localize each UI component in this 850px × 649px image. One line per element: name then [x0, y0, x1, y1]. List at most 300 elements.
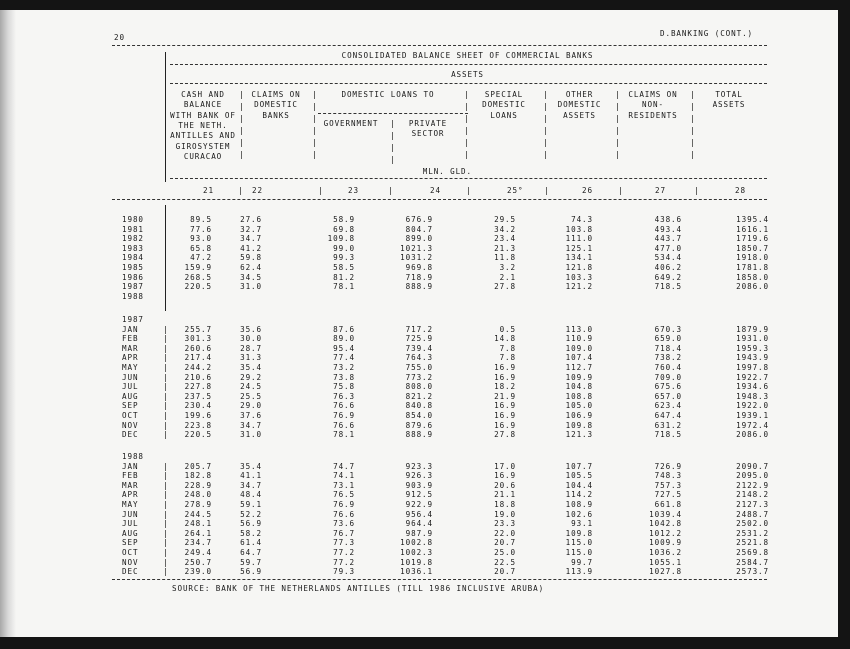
cell-value: 76.6: [333, 420, 355, 430]
cell-value: 20.7: [494, 538, 516, 548]
cell-value: 727.5: [654, 490, 682, 500]
row-label: 1988: [122, 291, 144, 301]
cell-value: 14.8: [494, 334, 516, 344]
header-special-domestic-loans-line: LOANS: [490, 110, 518, 120]
cell-value: 108.9: [565, 499, 593, 509]
cell-value: 77.2: [333, 557, 355, 567]
column-separator: |: [388, 186, 393, 195]
cell-value: 250.7: [184, 557, 212, 567]
cell-value: 112.7: [565, 362, 593, 372]
cell-value: 675.6: [654, 382, 682, 392]
column-separator: |: [543, 150, 548, 159]
cell-value: 255.7: [184, 324, 212, 334]
row-separator: |: [163, 499, 168, 509]
header-cash-balance-line: ANTILLES AND: [170, 131, 236, 141]
cell-value: 16.9: [494, 410, 516, 420]
cell-value: 926.3: [405, 471, 433, 481]
cell-value: 76.9: [333, 410, 355, 420]
cell-value: 888.9: [405, 430, 433, 440]
row-label: JUN: [122, 372, 139, 382]
cell-value: 7.8: [499, 343, 516, 353]
cell-value: 73.8: [333, 372, 355, 382]
row-separator: |: [163, 538, 168, 548]
column-separator: |: [690, 126, 695, 135]
cell-value: 34.2: [494, 224, 516, 234]
cell-value: 121.8: [565, 263, 593, 272]
cell-value: 1042.8: [649, 519, 682, 529]
column-separator: |: [239, 150, 244, 159]
cell-value: 1616.1: [736, 224, 769, 234]
column-number: 27: [655, 186, 666, 195]
cell-value: 1031.2: [400, 253, 433, 263]
cell-value: 22.0: [494, 528, 516, 538]
cell-value: 16.9: [494, 471, 516, 481]
cell-value: 65.8: [190, 243, 212, 253]
cell-value: 105.0: [565, 401, 593, 411]
cell-value: 103.8: [565, 224, 593, 234]
row-label: 1987: [122, 282, 144, 292]
row-label: 1986: [122, 272, 144, 282]
header-other-domestic-assets-line: DOMESTIC: [557, 100, 602, 110]
cell-value: 748.3: [654, 471, 682, 481]
cell-value: 1918.0: [736, 253, 769, 263]
column-separator: |: [543, 102, 548, 111]
cell-value: 1012.2: [649, 528, 682, 538]
row-separator: |: [163, 420, 168, 430]
cell-value: 726.9: [654, 461, 682, 471]
cell-value: 808.0: [405, 382, 433, 392]
cell-value: 25.0: [494, 547, 516, 557]
row-separator: |: [163, 509, 168, 519]
cell-value: 77.4: [333, 353, 355, 363]
cell-value: 223.8: [184, 420, 212, 430]
column-separator: |: [690, 102, 695, 111]
cell-value: 21.9: [494, 391, 516, 401]
cell-value: 28.7: [240, 343, 262, 353]
cell-value: 89.0: [333, 334, 355, 344]
column-separator: |: [464, 138, 469, 147]
row-separator: |: [163, 567, 168, 577]
cell-value: 79.3: [333, 567, 355, 577]
cell-value: 406.2: [654, 263, 682, 272]
cell-value: 3.2: [499, 263, 516, 272]
cell-value: 74.3: [571, 215, 593, 224]
cell-value: 2521.8: [736, 538, 769, 548]
cell-value: 1922.7: [736, 372, 769, 382]
cell-value: 2086.0: [736, 282, 769, 292]
cell-value: 59.1: [240, 499, 262, 509]
cell-value: 661.8: [654, 499, 682, 509]
cell-value: 268.5: [184, 272, 212, 282]
cell-value: 757.3: [654, 480, 682, 490]
cell-value: 58.2: [240, 528, 262, 538]
cell-value: 854.0: [405, 410, 433, 420]
column-separator: |: [464, 102, 469, 111]
header-private-sector: SECTOR: [411, 129, 445, 138]
cell-value: 278.9: [184, 499, 212, 509]
cell-value: 109.8: [565, 528, 593, 538]
column-separator: |: [390, 119, 395, 128]
column-separator: |: [239, 90, 244, 99]
cell-value: 922.9: [405, 499, 433, 509]
cell-value: 93.0: [190, 234, 212, 244]
cell-value: 21.1: [494, 490, 516, 500]
cell-value: 59.7: [240, 557, 262, 567]
header-government: GOVERNMENT: [323, 119, 379, 128]
cell-value: 109.8: [565, 420, 593, 430]
cell-value: 73.2: [333, 362, 355, 372]
cell-value: 227.8: [184, 382, 212, 392]
cell-value: 2531.2: [736, 528, 769, 538]
column-separator: |: [690, 138, 695, 147]
unit-label: MLN. GLD.: [422, 167, 472, 176]
row-label: MAY: [122, 499, 139, 509]
cell-value: 32.7: [240, 224, 262, 234]
cell-value: 1939.1: [736, 410, 769, 420]
row-separator: |: [163, 547, 168, 557]
cell-value: 477.0: [654, 243, 682, 253]
column-separator: |: [690, 150, 695, 159]
row-separator: |: [163, 461, 168, 471]
cell-value: 718.5: [654, 282, 682, 292]
header-total-assets-line: TOTAL: [715, 90, 743, 99]
cell-value: 35.4: [240, 461, 262, 471]
cell-value: 1879.9: [736, 324, 769, 334]
row-separator: |: [163, 557, 168, 567]
column-separator: |: [390, 143, 395, 152]
table-title: CONSOLIDATED BALANCE SHEET OF COMMERCIAL BANKS: [341, 51, 594, 60]
column-separator: |: [694, 186, 699, 195]
row-label: MAR: [122, 480, 139, 490]
rule-bottom: [112, 579, 767, 580]
column-number: 21: [203, 186, 214, 195]
cell-value: 230.4: [184, 401, 212, 411]
cell-value: 24.5: [240, 382, 262, 392]
row-separator: |: [163, 324, 168, 334]
cell-value: 76.3: [333, 391, 355, 401]
cell-value: 217.4: [184, 353, 212, 363]
row-separator: |: [163, 343, 168, 353]
cell-value: 115.0: [565, 538, 593, 548]
cell-value: 1019.8: [400, 557, 433, 567]
cell-value: 228.9: [184, 480, 212, 490]
header-claims-non-residents-line: NON-: [642, 100, 664, 110]
cell-value: 903.9: [405, 480, 433, 490]
cell-value: 95.4: [333, 343, 355, 353]
cell-value: 969.8: [405, 263, 433, 272]
cell-value: 18.2: [494, 382, 516, 392]
cell-value: 16.9: [494, 401, 516, 411]
cell-value: 109.0: [565, 343, 593, 353]
row-label: 1981: [122, 224, 144, 234]
cell-value: 41.1: [240, 471, 262, 481]
cell-value: 121.3: [565, 430, 593, 440]
column-separator: |: [544, 186, 549, 195]
header-claims-domestic-banks-line: BANKS: [262, 110, 290, 120]
cell-value: 1055.1: [649, 557, 682, 567]
column-separator: |: [615, 126, 620, 135]
cell-value: 220.5: [184, 282, 212, 292]
cell-value: 56.9: [240, 519, 262, 529]
cell-value: 11.8: [494, 253, 516, 263]
cell-value: 1719.6: [736, 234, 769, 244]
cell-value: 76.6: [333, 509, 355, 519]
cell-value: 76.9: [333, 499, 355, 509]
cell-value: 804.7: [405, 224, 433, 234]
cell-value: 1959.3: [736, 343, 769, 353]
cell-value: 182.8: [184, 471, 212, 481]
row-separator: |: [163, 410, 168, 420]
row-label: OCT: [122, 547, 139, 557]
cell-value: 16.9: [494, 420, 516, 430]
column-separator: |: [312, 126, 317, 135]
cell-value: 1943.9: [736, 353, 769, 363]
cell-value: 16.9: [494, 362, 516, 372]
cell-value: 35.6: [240, 324, 262, 334]
row-separator: |: [163, 382, 168, 392]
row-label: JAN: [122, 324, 139, 334]
cell-value: 248.0: [184, 490, 212, 500]
row-label: JAN: [122, 461, 139, 471]
cell-value: 301.3: [184, 334, 212, 344]
cell-value: 623.4: [654, 401, 682, 411]
cell-value: 2584.7: [736, 557, 769, 567]
row-label: APR: [122, 353, 139, 363]
cell-value: 34.7: [240, 420, 262, 430]
cell-value: 109.8: [327, 234, 355, 244]
row-separator: |: [163, 471, 168, 481]
column-separator: |: [543, 138, 548, 147]
cell-value: 923.3: [405, 461, 433, 471]
cell-value: 105.5: [565, 471, 593, 481]
header-claims-non-residents-line: CLAIMS ON: [628, 90, 678, 99]
column-separator: |: [312, 138, 317, 147]
row-label: DEC: [122, 567, 139, 577]
header-cash-balance-line: THE NETH.: [178, 120, 228, 130]
cell-value: 34.7: [240, 234, 262, 244]
cell-value: 2488.7: [736, 509, 769, 519]
cell-value: 102.6: [565, 509, 593, 519]
cell-value: 77.3: [333, 538, 355, 548]
column-separator: |: [239, 102, 244, 111]
cell-value: 104.4: [565, 480, 593, 490]
row-label: FEB: [122, 334, 139, 344]
cell-value: 61.4: [240, 538, 262, 548]
row-label: JUL: [122, 382, 139, 392]
cell-value: 739.4: [405, 343, 433, 353]
cell-value: 2569.8: [736, 547, 769, 557]
cell-value: 75.8: [333, 382, 355, 392]
cell-value: 104.8: [565, 382, 593, 392]
row-label: FEB: [122, 471, 139, 481]
assets-heading: ASSETS: [451, 70, 484, 79]
column-separator: |: [318, 186, 323, 195]
cell-value: 676.9: [405, 215, 433, 224]
cell-value: 738.2: [654, 353, 682, 363]
cell-value: 2090.7: [736, 461, 769, 471]
header-cash-balance-line: WITH BANK OF: [170, 110, 236, 120]
cell-value: 58.9: [333, 215, 355, 224]
row-separator: |: [163, 391, 168, 401]
cell-value: 134.1: [565, 253, 593, 263]
row-label: DEC: [122, 430, 139, 440]
row-label: AUG: [122, 391, 139, 401]
row-separator: |: [163, 334, 168, 344]
cell-value: 1002.8: [400, 538, 433, 548]
cell-value: 249.4: [184, 547, 212, 557]
row-separator: |: [163, 430, 168, 440]
column-number: 26: [582, 186, 593, 195]
cell-value: 76.7: [333, 528, 355, 538]
cell-value: 1934.6: [736, 382, 769, 392]
cell-value: 159.9: [184, 263, 212, 272]
column-separator: |: [690, 114, 695, 123]
cell-value: 18.8: [494, 499, 516, 509]
cell-value: 0.5: [499, 324, 516, 334]
cell-value: 248.1: [184, 519, 212, 529]
header-claims-non-residents-line: RESIDENTS: [628, 110, 678, 120]
cell-value: 260.6: [184, 343, 212, 353]
cell-value: 16.9: [494, 372, 516, 382]
cell-value: 99.7: [571, 557, 593, 567]
header-other-domestic-assets-line: ASSETS: [563, 110, 596, 120]
cell-value: 76.6: [333, 401, 355, 411]
cell-value: 964.4: [405, 519, 433, 529]
cell-value: 725.9: [405, 334, 433, 344]
cell-value: 125.1: [565, 243, 593, 253]
cell-value: 2573.7: [736, 567, 769, 577]
cell-value: 1395.4: [736, 215, 769, 224]
cell-value: 115.0: [565, 547, 593, 557]
cell-value: 840.8: [405, 401, 433, 411]
cell-value: 657.0: [654, 391, 682, 401]
column-separator: |: [239, 138, 244, 147]
cell-value: 2148.2: [736, 490, 769, 500]
cell-value: 659.0: [654, 334, 682, 344]
column-separator: |: [615, 90, 620, 99]
cell-value: 755.0: [405, 362, 433, 372]
cell-value: 912.5: [405, 490, 433, 500]
header-cash-balance-line: CASH AND: [181, 90, 225, 99]
column-separator: |: [239, 126, 244, 135]
column-separator: |: [390, 155, 395, 164]
column-separator: |: [312, 114, 317, 123]
row-separator: |: [163, 353, 168, 363]
row-label: AUG: [122, 528, 139, 538]
cell-value: 73.6: [333, 519, 355, 529]
cell-value: 19.0: [494, 509, 516, 519]
cell-value: 76.5: [333, 490, 355, 500]
cell-value: 709.0: [654, 372, 682, 382]
row-separator: |: [163, 480, 168, 490]
cell-value: 1021.3: [400, 243, 433, 253]
cell-value: 103.3: [565, 272, 593, 282]
column-separator: |: [312, 90, 317, 99]
cell-value: 1972.4: [736, 420, 769, 430]
column-separator: |: [615, 138, 620, 147]
cell-value: 29.5: [494, 215, 516, 224]
row-label: 1982: [122, 234, 144, 244]
cell-value: 62.4: [240, 263, 262, 272]
cell-value: 69.8: [333, 224, 355, 234]
page-number: 20: [114, 33, 125, 42]
cell-value: 1850.7: [736, 243, 769, 253]
running-head: D.BANKING (CONT.): [660, 29, 754, 38]
cell-value: 2127.3: [736, 499, 769, 509]
cell-value: 1036.2: [649, 547, 682, 557]
source-note: SOURCE: BANK OF THE NETHERLANDS ANTILLES (TILL 1986 INCLUSIVE ARUBA): [172, 584, 545, 593]
header-domestic-loans: DOMESTIC LOANS TO: [341, 90, 435, 99]
cell-value: 205.7: [184, 461, 212, 471]
cell-value: 89.5: [190, 215, 212, 224]
row-separator: |: [163, 372, 168, 382]
rule-under-assets: [170, 83, 767, 84]
column-separator: |: [543, 126, 548, 135]
header-cash-balance-line: BALANCE: [183, 100, 223, 110]
cell-value: 1036.1: [400, 567, 433, 577]
cell-value: 899.0: [405, 234, 433, 244]
cell-value: 2122.9: [736, 480, 769, 490]
cell-value: 25.5: [240, 391, 262, 401]
cell-value: 718.5: [654, 430, 682, 440]
cell-value: 1922.0: [736, 401, 769, 411]
cell-value: 1781.8: [736, 263, 769, 272]
cell-value: 56.9: [240, 567, 262, 577]
cell-value: 109.9: [565, 372, 593, 382]
row-label: MAY: [122, 362, 139, 372]
cell-value: 27.6: [240, 215, 262, 224]
column-separator: |: [390, 131, 395, 140]
column-number: 25°: [507, 186, 524, 195]
cell-value: 1931.0: [736, 334, 769, 344]
column-number: 24: [430, 186, 441, 195]
row-label: OCT: [122, 410, 139, 420]
cell-value: 58.5: [333, 263, 355, 272]
column-number: 22: [252, 186, 263, 195]
cell-value: 27.8: [494, 430, 516, 440]
cell-value: 23.3: [494, 519, 516, 529]
cell-value: 87.6: [333, 324, 355, 334]
cell-value: 99.3: [333, 253, 355, 263]
column-separator: |: [464, 114, 469, 123]
cell-value: 1948.3: [736, 391, 769, 401]
header-special-domestic-loans-line: SPECIAL: [484, 90, 524, 99]
row-label: JUN: [122, 509, 139, 519]
cell-value: 717.2: [405, 324, 433, 334]
cell-value: 234.7: [184, 538, 212, 548]
cell-value: 647.4: [654, 410, 682, 420]
header-private-sector: PRIVATE: [408, 119, 448, 128]
cell-value: 31.0: [240, 430, 262, 440]
header-vertical-rule: [165, 52, 166, 182]
cell-value: 493.4: [654, 224, 682, 234]
cell-value: 78.1: [333, 430, 355, 440]
cell-value: 1039.4: [649, 509, 682, 519]
cell-value: 718.9: [405, 272, 433, 282]
rule-below-col-numbers: [112, 199, 767, 200]
cell-value: 264.1: [184, 528, 212, 538]
column-separator: |: [464, 126, 469, 135]
header-special-domestic-loans-line: DOMESTIC: [482, 100, 526, 110]
cell-value: 220.5: [184, 430, 212, 440]
cell-value: 1997.8: [736, 362, 769, 372]
row-label: SEP: [122, 401, 139, 411]
cell-value: 2502.0: [736, 519, 769, 529]
column-separator: |: [464, 90, 469, 99]
cell-value: 78.1: [333, 282, 355, 292]
cell-value: 199.6: [184, 410, 212, 420]
cell-value: 114.2: [565, 490, 593, 500]
